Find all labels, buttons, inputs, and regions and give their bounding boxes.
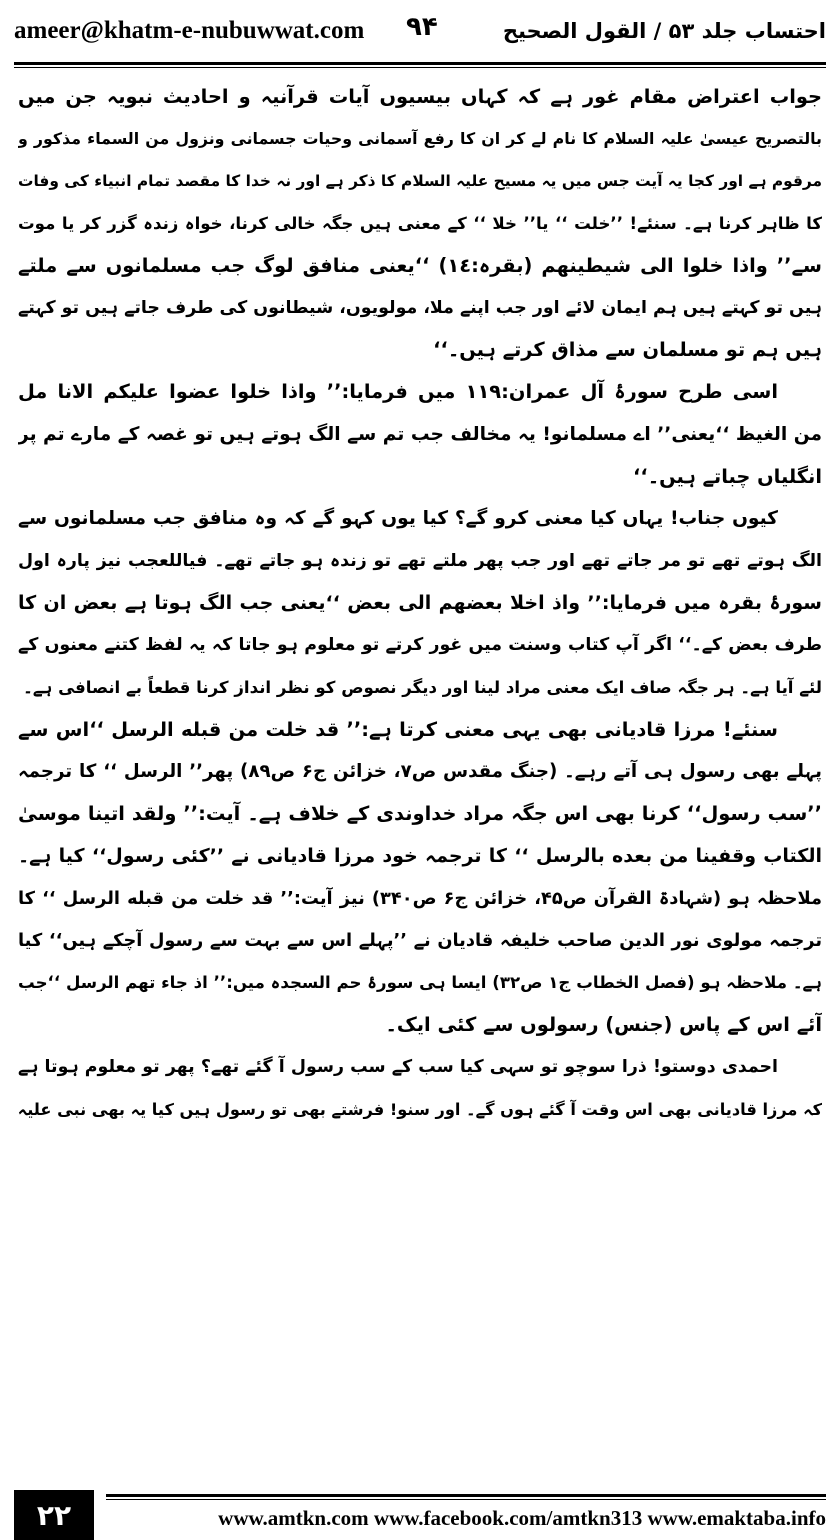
text-line: انگلیاں چباتے ہیں۔‘‘ [632,464,822,488]
footer-links[interactable]: www.amtkn.com www.facebook.com/amtkn313 www.emaktaba.info [218,1506,826,1530]
footer-page-number: ۲۲ [14,1490,94,1540]
page-body [18,76,822,1484]
text-line: پہلے بھی رسول ہی آتے رہے۔ (جنگ مقدس ص۷، خزائن ج۶ ص۸۹) پھر’’ الرسل ‘‘ کا ترجمہ [18,761,822,782]
text-line: الکتاب وقفینا من بعده بالرسل ‘‘ کا ترجمہ خود مرزا قادیانی نے ’’کئی رسول‘‘ کیا ہے۔ [18,845,822,868]
text-line: احمدی دوستو! ذرا سوچو تو سہی کیا سب کے سب رسول آ گئے تھے؟ پھر تو معلوم ہوتا ہے [18,1057,778,1078]
text-line: سورۂ بقرہ میں فرمایا:’’ واذ اخلا بعضھم الی بعض ‘‘یعنی جب الگ ہوتا ہے بعض ان کا [18,592,822,615]
text-line: اسی طرح سورۂ آل عمران:۱۱۹ میں فرمایا:’’ واذا خلوا عضوا علیکم الانا مل [18,380,778,404]
header-email: ameer@khatm-e-nubuwwat.com [14,17,365,44]
header-book-title: احتساب جلد ۵۳ / القول الصحیح [502,19,826,43]
text-line: بالتصریح عیسیٰ علیہ السلام کا نام لے کر ان کا رفع آسمانی وحیات جسمانی ونزول من السماء مذکور و [18,129,822,149]
text-line: کیوں جناب! یہاں کیا معنی کرو گے؟ کیا یوں کہو گے کہ وہ منافق جب مسلمانوں سے [18,507,778,529]
text-line: ہیں ہم تو مسلمان سے مذاق کرتے ہیں۔‘‘ [433,338,822,362]
text-line: الگ ہوتے تھے تو مر جاتے تھے اور جب پھر ملتے تھے تو زندہ ہو جاتے تھے۔ فیاللعجب نیز پارہ اول [18,551,822,572]
text-line: ہیں تو کہتے ہیں ہم ایمان لائے اور جب اپنے ملا، مولویوں، شیطانوں کی طرف جاتے ہیں تو کہتے [18,297,822,318]
footer-rule-thin [106,1499,826,1500]
text-line: ہے۔ ملاحظہ ہو (فصل الخطاب ج۱ ص۳۲) ایسا ہی سورۂ حم السجدہ میں:’’ اذ جاء تھم الرسل ‘‘جب [18,972,822,992]
text-line: کہ مرزا قادیانی بھی اس وقت آ گئے ہوں گے۔ اور سنو! فرشتے بھی تو رسول ہیں کیا یہ بھی نبی علیہ [18,1099,822,1119]
text-line: ’’سب رسول‘‘ کرنا بھی اس جگہ مراد خداوندی کے خلاف ہے۔ آیت:’’ ولقد اتینا موسیٰ [18,802,822,826]
text-line: مرقوم ہے اور کجا یہ آیت جس میں یہ مسیح علیہ السلام کا ذکر ہے اور نہ خدا کا مقصد تمام انبیاء کی وفات [18,172,822,191]
text-line: آئے اس کے پاس (جنس) رسولوں سے کئی ایک۔ [385,1013,822,1037]
text-line: ملاحظہ ہو (شہادۃ القرآن ص۴۵، خزائن ج۶ ص۳۴۰) نیز آیت:’’ قد خلت من قبله الرسل ‘‘ کا [18,887,822,909]
text-line: کا ظاہر کرنا ہے۔ سنئے! ’’خلت ‘‘ یا’’ خلا ‘‘ کے معنی ہیں جگہ خالی کرنا، خواہ زندہ گزر کر یا موت [18,213,822,233]
header-page-number: ۹۴ [406,12,438,42]
text-line: ترجمہ مولوی نور الدین صاحب خلیفہ قادیان نے ’’پہلے اس سے بہت سے رسول آچکے ہیں‘‘ کیا [18,929,822,951]
header-rule-thin [14,67,826,68]
text-line: طرف بعض کے۔‘‘ اگر آپ کتاب وسنت میں غور کرتے تو معلوم ہو جاتا کہ یہ لفظ کتنے معنوں کے [18,635,822,656]
text-line: جواب اعتراض مقام غور ہے کہ کہاں بیسیوں آیات قرآنیہ و احادیث نبویہ جن میں [18,85,822,108]
header-rule [14,62,826,65]
page-footer [14,1490,826,1540]
text-line: سے’’ واذا خلوا الی شیطینھم (بقرہ:۱٤) ‘‘یعنی منافق لوگ جب مسلمانوں سے ملتے [18,253,822,277]
footer-rule [106,1494,826,1497]
text-line: سنئے! مرزا قادیانی بھی یہی معنی کرتا ہے:’’ قد خلت من قبله الرسل ‘‘اس سے [18,717,778,741]
text-line: لئے آیا ہے۔ ہر جگہ صاف ایک معنی مراد لینا اور دیگر نصوص کو نظر انداز کرنا قطعاً بے انصافی ہے۔ [23,677,822,697]
text-line: من الغیظ ‘‘یعنی’’ اے مسلمانو! یہ مخالف جب تم سے الگ ہوتے ہیں تو غصہ کے مارے تم پر [18,423,822,445]
